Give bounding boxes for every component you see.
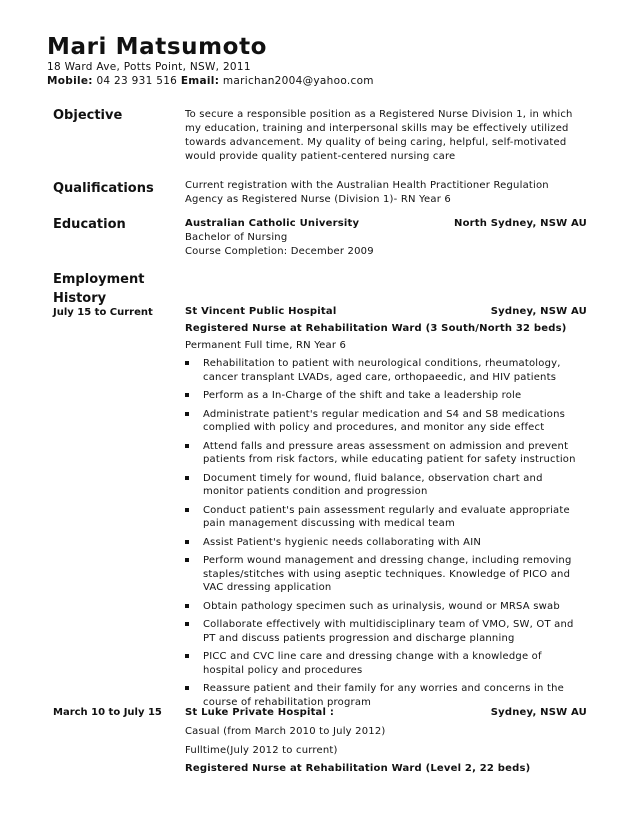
bullet-icon — [185, 412, 189, 416]
objective-line: To secure a responsible position as a Registered Nurse Division 1, in which — [185, 109, 573, 120]
bullet-icon — [185, 361, 189, 365]
job-detail: Fulltime(July 2012 to current) — [185, 745, 338, 756]
duty-line: staples/stitches with using aseptic techniques. Knowledge of PICO and — [203, 568, 571, 580]
list-item — [185, 472, 587, 499]
objective-line: my education, training and interpersonal skills may be effectively utilized — [185, 123, 569, 134]
bullet-icon — [185, 686, 189, 690]
duty-line: Administrate patient's regular medication and S4 and S8 medications — [203, 408, 566, 420]
employment-heading — [53, 270, 144, 308]
contact-line — [47, 75, 374, 87]
list-item — [185, 650, 587, 677]
job-role: Registered Nurse at Rehabilitation Ward (3 South/North 32 beds) — [185, 323, 567, 334]
duty-line: pain management discussing with medical team — [203, 518, 455, 529]
bullet-icon — [185, 654, 189, 658]
objective-heading: Objective — [53, 108, 123, 123]
bullet-icon — [185, 444, 189, 448]
email-label: Email: — [180, 75, 220, 87]
duty-line: hospital policy and procedures — [203, 664, 363, 676]
list-item — [185, 408, 587, 435]
mobile-number: 04 23 931 516 — [92, 75, 178, 87]
list-item — [185, 389, 587, 403]
duty-line: PICC and CVC line care and dressing change with a knowledge of — [203, 651, 542, 662]
job-location: Sydney, NSW AU — [490, 707, 587, 718]
job-block — [185, 305, 587, 714]
job-employer: St Vincent Public Hospital — [185, 306, 337, 317]
list-item — [185, 554, 587, 595]
duty-line: Rehabilitation to patient with neurological conditions, rheumatology, — [203, 358, 561, 369]
bullet-icon — [185, 476, 189, 480]
duty-line: Assist Patient's hygienic needs collaborating with AIN — [203, 536, 482, 548]
duty-line: Obtain pathology specimen such as urinalysis, wound or MRSA swab — [203, 600, 560, 612]
job-role: Registered Nurse at Rehabilitation Ward (Level 2, 22 beds) — [185, 763, 531, 774]
qualifications-heading: Qualifications — [53, 181, 154, 196]
education-block — [185, 217, 587, 259]
duty-line: Conduct patient's pain assessment regularly and evaluate appropriate — [203, 504, 570, 516]
job-duties-list — [185, 357, 587, 709]
bullet-icon — [185, 622, 189, 626]
qualifications-line: Agency as Registered Nurse (Division 1)- RN Year 6 — [185, 194, 451, 205]
job-detail: Casual (from March 2010 to July 2012) — [185, 726, 386, 737]
bullet-icon — [185, 393, 189, 397]
duty-line: PT and discuss patients progression and discharge planning — [203, 632, 515, 644]
course-completion: Course Completion: December 2009 — [185, 246, 374, 257]
list-item — [185, 618, 587, 645]
list-item — [185, 536, 587, 550]
address: 18 Ward Ave, Potts Point, NSW, 2011 — [47, 61, 251, 73]
employment-heading-line2: History — [53, 291, 107, 306]
duty-line: Document timely for wound, fluid balance, observation chart and — [203, 472, 543, 484]
qualifications-line: Current registration with the Australian Health Practitioner Regulation — [185, 180, 549, 191]
job-detail: Permanent Full time, RN Year 6 — [185, 340, 347, 351]
email-address: marichan2004@yahoo.com — [219, 75, 374, 87]
job-employer-row — [185, 706, 587, 720]
resume-name: Mari Matsumoto — [47, 34, 268, 60]
job-period: March 10 to July 15 — [53, 707, 162, 718]
education-heading: Education — [53, 217, 126, 232]
employment-heading-line1: Employment — [53, 272, 145, 287]
duty-line: monitor patients condition and progression — [203, 486, 428, 497]
list-item — [185, 504, 587, 531]
objective-text — [185, 108, 587, 164]
bullet-icon — [185, 508, 189, 512]
list-item — [185, 682, 587, 709]
job-employer-row — [185, 305, 587, 319]
duty-line: cancer transplant LVADs, aged care, orthopaeedic, and HIV patients — [203, 371, 557, 383]
list-item — [185, 600, 587, 614]
objective-line: towards advancement. My quality of being caring, helpful, self-motivated — [185, 137, 567, 148]
bullet-icon — [185, 604, 189, 608]
duty-line: VAC dressing application — [203, 582, 332, 593]
education-row — [185, 217, 587, 231]
duty-line: complied with policy and procedures, and monitor any side effect — [203, 422, 545, 433]
bullet-icon — [185, 558, 189, 562]
duty-line: Attend falls and pressure areas assessment on admission and prevent — [203, 440, 569, 452]
duty-line: Perform as a In-Charge of the shift and take a leadership role — [203, 390, 522, 401]
job-block — [185, 706, 587, 776]
duty-line: Reassure patient and their family for any worries and concerns in the — [203, 683, 564, 694]
duty-line: Perform wound management and dressing change, including removing — [203, 555, 572, 566]
mobile-label: Mobile: — [47, 75, 93, 87]
duty-line: patients from risk factors, while educating patient for safety instruction — [203, 454, 576, 465]
list-item — [185, 357, 587, 384]
institution-name: Australian Catholic University — [185, 218, 360, 229]
list-item — [185, 440, 587, 467]
institution-location: North Sydney, NSW AU — [454, 218, 587, 229]
bullet-icon — [185, 540, 189, 544]
job-location: Sydney, NSW AU — [490, 306, 587, 317]
degree: Bachelor of Nursing — [185, 232, 288, 243]
objective-line: would provide quality patient-centered nursing care — [185, 151, 456, 162]
qualifications-text — [185, 179, 587, 207]
duty-line: Collaborate effectively with multidisciplinary team of VMO, SW, OT and — [203, 619, 574, 630]
job-employer: St Luke Private Hospital : — [185, 707, 335, 718]
job-period: July 15 to Current — [53, 307, 153, 318]
duty-line: course of rehabilitation program — [203, 696, 372, 708]
